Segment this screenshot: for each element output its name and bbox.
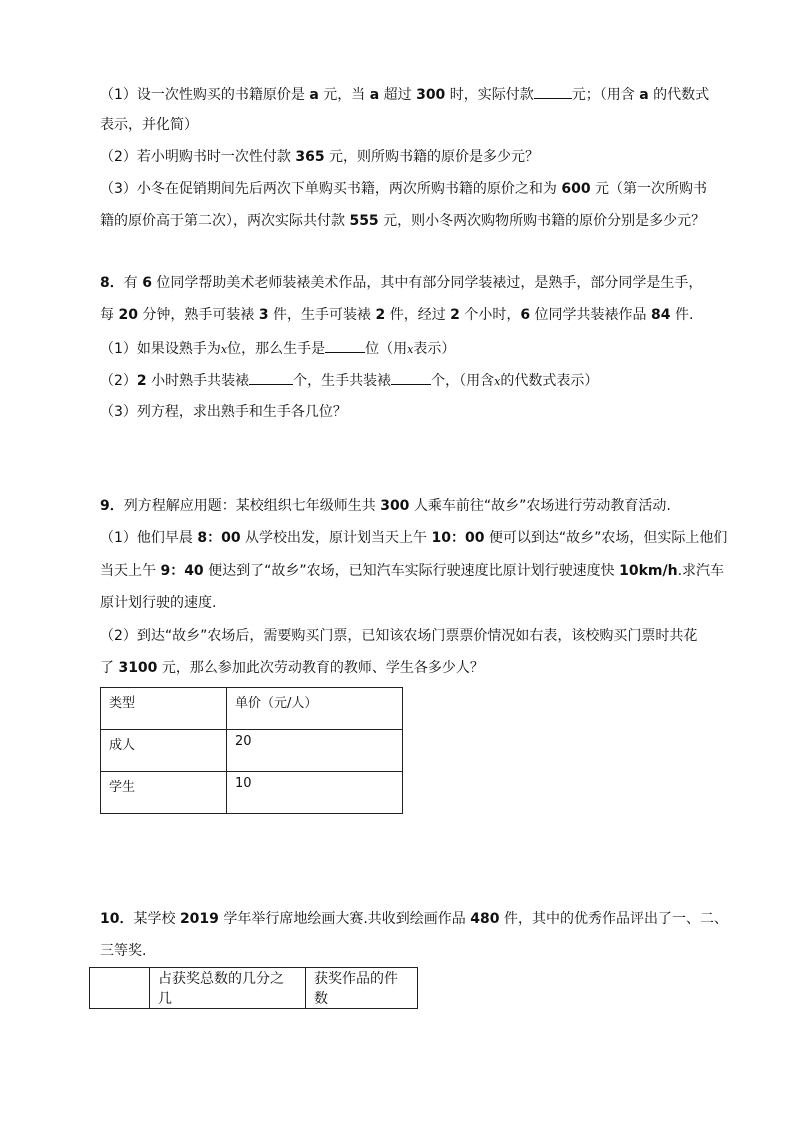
text: 便可以到达“故乡”农场，但实际上他们 bbox=[484, 530, 728, 546]
q8-part3 bbox=[100, 402, 347, 422]
text: 超过 bbox=[379, 87, 417, 103]
q9-stem bbox=[100, 496, 671, 516]
q8-part2 bbox=[100, 370, 598, 392]
q9-part2-line2 bbox=[100, 658, 484, 678]
text: （1）如果设熟手为 bbox=[100, 341, 221, 357]
text: 有 bbox=[123, 275, 143, 291]
text: 人乘车前往“故乡”农场进行劳动教育活动. bbox=[409, 498, 671, 514]
q10-stem-line1 bbox=[100, 909, 728, 929]
q7-part2 bbox=[100, 147, 539, 167]
text: 位（用 bbox=[365, 341, 408, 357]
text: 元，则小冬两次购物所购书籍的原价分别是多少元？ bbox=[378, 213, 706, 229]
number: 2 bbox=[375, 307, 386, 323]
answer-blank[interactable] bbox=[391, 370, 431, 385]
text: 籍的原价高于第二次），两次实际共付款 bbox=[100, 213, 350, 229]
var-x: x bbox=[220, 343, 228, 356]
text: 表示） bbox=[413, 341, 456, 357]
number: 6 bbox=[142, 275, 152, 291]
text: （1）设一次性购买的书籍原价是 bbox=[100, 87, 310, 103]
text: 分钟，熟手可装裱 bbox=[137, 307, 259, 323]
q9-part2-line1 bbox=[100, 626, 697, 646]
number: 3 bbox=[258, 307, 269, 323]
text: 某学校 bbox=[133, 911, 180, 927]
text: 的代数式 bbox=[648, 87, 710, 103]
text: 个，生手共装裱 bbox=[293, 373, 392, 389]
q8-stem-line1 bbox=[100, 273, 702, 293]
q9-part1-line2 bbox=[100, 561, 724, 581]
text: 学年举行席地绘画大赛.共收到绘画作品 bbox=[218, 911, 471, 927]
text: （1）他们早晨 bbox=[100, 530, 198, 546]
number: 2019 bbox=[179, 911, 219, 927]
number: 20 bbox=[118, 307, 138, 323]
text: 元，当 bbox=[318, 87, 370, 103]
q7-part3-line2 bbox=[100, 211, 705, 231]
award-table bbox=[89, 967, 418, 1009]
var-a: a bbox=[639, 87, 649, 103]
q9-part1-line3 bbox=[100, 593, 216, 613]
text: 当天上午 bbox=[100, 563, 161, 579]
text: .求汽车 bbox=[677, 563, 725, 579]
text: 小时熟手共装裱 bbox=[146, 373, 250, 389]
q7-part3-line1 bbox=[100, 179, 707, 199]
cell-price: 20 bbox=[227, 730, 403, 772]
number: 84 bbox=[651, 307, 671, 323]
var-a: a bbox=[369, 87, 380, 103]
text: 位同学帮助美术老师装裱美术作品，其中有部分同学装裱过，是熟手，部分同学是生手， bbox=[151, 275, 703, 291]
table-row bbox=[101, 772, 403, 814]
text: （2）到达“故乡”农场后，需要购买门票，已知该农场门票票价情况如右表，该校购买门票时共花 bbox=[100, 628, 698, 644]
cell-type: 成人 bbox=[101, 730, 227, 772]
text: 件，生手可装裱 bbox=[268, 307, 376, 323]
text: 每 bbox=[100, 307, 119, 323]
cell-price: 10 bbox=[227, 772, 403, 814]
q8-part1 bbox=[100, 338, 455, 360]
number: 600 bbox=[561, 181, 591, 197]
text: 元，那么参加此次劳动教育的教师、学生各多少人？ bbox=[157, 660, 484, 676]
answer-blank[interactable] bbox=[325, 338, 365, 353]
text: 便达到了“故乡”农场，已知汽车实际行驶速度比原计划行驶速度快 bbox=[203, 563, 620, 579]
text: 元；（用含 bbox=[571, 87, 640, 103]
text: 了 bbox=[100, 660, 119, 676]
var-x: x bbox=[407, 343, 414, 356]
header-cell-price: 单价（元/人） bbox=[227, 688, 403, 730]
text: 元，则所购书籍的原价是多少元？ bbox=[324, 149, 540, 165]
number: 3100 bbox=[118, 660, 158, 676]
question-number: 10． bbox=[100, 911, 134, 927]
time: 10：00 bbox=[431, 530, 485, 546]
q7-part1-line2 bbox=[100, 115, 198, 135]
number: 555 bbox=[349, 213, 379, 229]
text: （3）列方程，求出熟手和生手各几位？ bbox=[100, 404, 347, 420]
number: 365 bbox=[295, 149, 325, 165]
text: 位同学共装裱作品 bbox=[530, 307, 652, 323]
text: 表示，并化简） bbox=[100, 117, 198, 133]
q8-stem-line2 bbox=[100, 305, 693, 325]
number: 300 bbox=[380, 498, 410, 514]
cell-type: 学生 bbox=[101, 772, 227, 814]
text: （2） bbox=[100, 373, 137, 389]
table-row bbox=[101, 730, 403, 772]
number: 6 bbox=[520, 307, 531, 323]
table-header-row bbox=[101, 688, 403, 730]
number: 300 bbox=[416, 87, 446, 103]
text: 的代数式表示） bbox=[500, 373, 599, 389]
text: 件，其中的优秀作品评出了一、二、 bbox=[499, 911, 728, 927]
var-a: a bbox=[309, 87, 319, 103]
text: 从学校出发，原计划当天上午 bbox=[240, 530, 432, 546]
question-number: 8． bbox=[100, 275, 124, 291]
header-cell-blank bbox=[90, 968, 150, 1009]
q9-part1-line1 bbox=[100, 528, 727, 548]
text: 件，经过 bbox=[385, 307, 451, 323]
number: 2 bbox=[450, 307, 460, 323]
text: 个小时， bbox=[459, 307, 521, 323]
text: 时，实际付款 bbox=[445, 87, 534, 103]
q10-stem-line2 bbox=[100, 941, 146, 961]
ticket-price-table bbox=[100, 687, 403, 814]
text: （3）小冬在促销期间先后两次下单购买书籍，两次所购书籍的原价之和为 bbox=[100, 181, 562, 197]
time: 9：40 bbox=[160, 563, 204, 579]
q7-part1-line1 bbox=[100, 84, 709, 105]
answer-blank[interactable] bbox=[534, 84, 572, 99]
question-number: 9． bbox=[100, 498, 124, 514]
text: 原计划行驶的速度. bbox=[100, 595, 217, 611]
text: 位，那么生手是 bbox=[227, 341, 326, 357]
text: （2）若小明购书时一次性付款 bbox=[100, 149, 296, 165]
text: 个，（用含 bbox=[431, 373, 495, 389]
number: 2 bbox=[136, 373, 147, 389]
number: 480 bbox=[470, 911, 500, 927]
header-cell-fraction: 占获奖总数的几分之几 bbox=[150, 968, 306, 1009]
table-header-row bbox=[90, 968, 418, 1009]
var-x: x bbox=[494, 375, 501, 388]
header-cell-type: 类型 bbox=[101, 688, 227, 730]
text: 元（第一次所购书 bbox=[590, 181, 708, 197]
header-cell-count: 获奖作品的件数 bbox=[306, 968, 418, 1009]
time: 8：00 bbox=[197, 530, 241, 546]
text: 三等奖. bbox=[100, 943, 147, 959]
text: 列方程解应用题：某校组织七年级师生共 bbox=[123, 498, 381, 514]
speed-value: 10km/h bbox=[619, 563, 678, 579]
text: 件. bbox=[670, 307, 694, 323]
answer-blank[interactable] bbox=[249, 370, 293, 385]
